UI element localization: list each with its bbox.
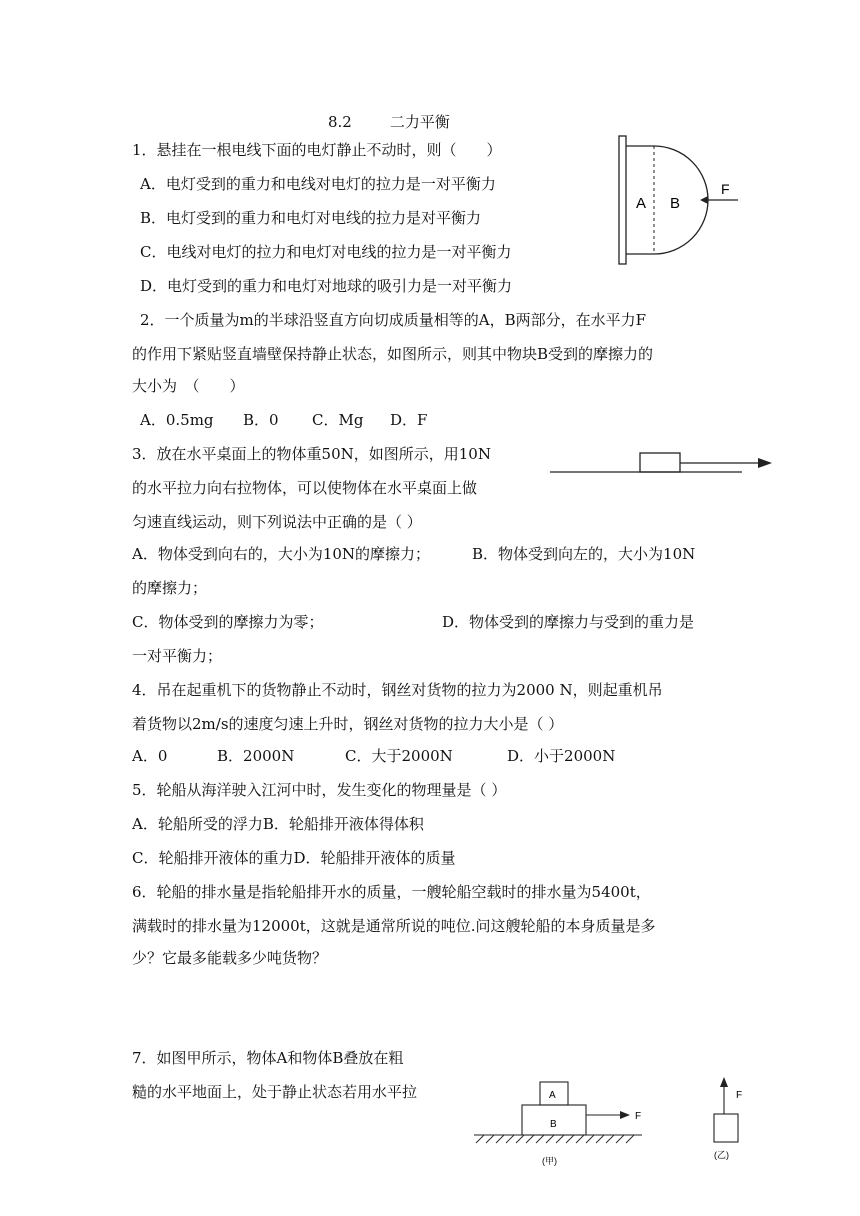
q3-line-2: 的水平拉力向右拉物体，可以使物体在水平桌面上做 [132, 479, 478, 497]
q2-line-3: 大小为 （ ） [132, 377, 245, 395]
q3-line-3: 匀速直线运动，则下列说法中正确的是（ ） [132, 513, 422, 531]
q2-option-c: C．Mg [312, 411, 364, 429]
q3-option-c: C．物体受到的摩擦力为零； [132, 613, 324, 631]
q7-line-2: 糙的水平地面上，处于静止状态若用水平拉 [132, 1083, 418, 1101]
q5-options-row-1: A．轮船所受的浮力B．轮船排开液体得体积 [132, 815, 424, 833]
q7-line-1: 7．如图甲所示，物体A和物体B叠放在粗 [132, 1049, 404, 1067]
q1-option-a: A．电灯受到的重力和电线对电灯的拉力是一对平衡力 [140, 175, 496, 193]
label-a: A [636, 195, 647, 212]
block-on-table-figure [546, 448, 786, 478]
page-title [328, 112, 450, 132]
q2-option-a: A．0.5mg [140, 411, 214, 429]
q1-option-b: B．电灯受到的重力和电灯对电线的拉力是对平衡力 [140, 209, 482, 227]
q1-option-d: D．电灯受到的重力和电灯对地球的吸引力是一对平衡力 [140, 277, 513, 295]
label-b-stacked: B [550, 1119, 557, 1130]
label-f-vertical: F [736, 1090, 743, 1101]
label-b: B [670, 195, 681, 212]
q2-option-d: D．F [390, 411, 428, 429]
q3-line-1: 3．放在水平桌面上的物体重50N，如图所示，用10N [132, 445, 491, 463]
label-a-stacked: A [549, 1090, 556, 1101]
hemisphere-wall-figure [614, 134, 754, 274]
q3-option-a: A．物体受到向右的，大小为10N的摩擦力； [132, 545, 431, 563]
q1-option-c: C．电线对电灯的拉力和电灯对电线的拉力是一对平衡力 [140, 243, 512, 261]
q2-line-2: 的作用下紧贴竖直墙壁保持静止状态，如图所示，则其中物块B受到的摩擦力的 [132, 345, 654, 363]
q3-option-d-cont: 一对平衡力； [132, 647, 223, 665]
q1-stem: 1．悬挂在一根电线下面的电灯静止不动时，则（ ） [132, 141, 502, 159]
q5-stem: 5．轮船从海洋驶入江河中时，发生变化的物理量是（ ） [132, 781, 507, 799]
q4-line-2: 着货物以2m/s的速度匀速上升时，钢丝对货物的拉力大小是（ ） [132, 715, 564, 733]
q4-option-b: B．2000N [217, 747, 295, 765]
q6-line-2: 满载时的排水量为12000t，这就是通常所说的吨位.问这艘轮船的本身质量是多 [132, 917, 656, 935]
label-f-horizontal: F [635, 1111, 642, 1122]
q6-line-1: 6．轮船的排水量是指轮船排开水的质量，一艘轮船空载时的排水量为5400t， [132, 883, 651, 901]
q2-option-b: B．0 [243, 411, 279, 429]
section-name: 二力平衡 [389, 113, 450, 131]
q3-option-d: D．物体受到的摩擦力与受到的重力是 [442, 613, 695, 631]
q4-option-d: D．小于2000N [507, 747, 616, 765]
caption-jia: (甲) [542, 1156, 557, 1166]
vertical-force-figure [704, 1074, 764, 1170]
q4-option-a: A．0 [132, 747, 168, 765]
q6-line-3: 少？它最多能载多少吨货物？ [132, 949, 328, 967]
stacked-blocks-figure [466, 1080, 656, 1176]
q4-option-c: C．大于2000N [345, 747, 453, 765]
q4-line-1: 4．吊在起重机下的货物静止不动时，钢丝对货物的拉力为2000 N，则起重机吊 [132, 681, 663, 699]
label-f: F [721, 181, 730, 197]
section-number: 8.2 [328, 113, 352, 131]
q3-option-b: B．物体受到向左的，大小为10N [472, 545, 696, 563]
caption-yi: (乙) [714, 1150, 729, 1160]
q5-options-row-2: C．轮船排开液体的重力D．轮船排开液体的质量 [132, 849, 456, 867]
q2-line-1: 2．一个质量为m的半球沿竖直方向切成质量相等的A，B两部分，在水平力F [140, 311, 647, 329]
q3-option-b-cont: 的摩擦力； [132, 579, 208, 597]
